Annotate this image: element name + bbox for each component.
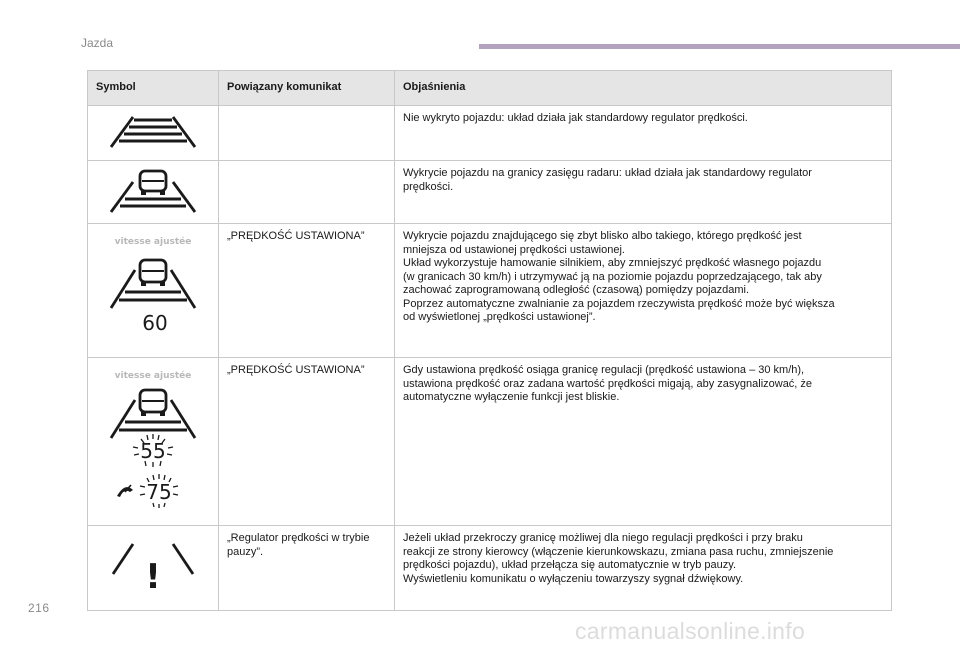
- page-number: 216: [28, 601, 50, 615]
- column-header-symbol: Symbol: [88, 71, 219, 106]
- explanation-text: Gdy ustawiona prędkość osiąga granicę regulacji (prędkość ustawiona – 30 km/h), ustawiona prędkość oraz zadana wartość prędkości migają, aby zasygnalizować, że automatyczne wyłączenie funkcji jest bliskie.: [403, 364, 813, 403]
- cruise-paused-warning-icon: [103, 532, 203, 592]
- explanation-text: Wykrycie pojazdu na granicy zasięgu radaru: układ działa jak standardowy regulator prędkości.: [403, 167, 812, 193]
- explanation-cell: [395, 161, 892, 224]
- symbol-cell: [88, 161, 219, 224]
- message-cell: [219, 224, 395, 358]
- section-title: Jazda: [81, 36, 114, 50]
- set-speed-text: 55: [140, 439, 166, 463]
- lane-vehicle-speed-60-icon: [103, 230, 203, 334]
- table-row: [88, 161, 892, 224]
- explanation-text: Nie wykryto pojazdu: układ działa jak standardowy regulator prędkości.: [403, 112, 748, 124]
- message-cell: [219, 358, 395, 526]
- message-cell: [219, 106, 395, 161]
- symbol-cell: [88, 224, 219, 358]
- message-text: „PRĘDKOŚĆ USTAWIONA”: [227, 364, 365, 376]
- lane-no-vehicle-icon: [103, 112, 203, 152]
- lane-vehicle-range-icon: [103, 167, 203, 215]
- target-speed-text: 75: [146, 480, 172, 504]
- header-accent-bar: [479, 44, 960, 49]
- symbol-label-text: vitesse ajustée: [114, 237, 192, 247]
- symbol-cell: [88, 358, 219, 526]
- table-row: [88, 526, 892, 611]
- table-row: [88, 106, 892, 161]
- explanation-text: Jeżeli układ przekroczy granicę możliwej dla niego regulacji prędkości i przy braku reakcji ze strony kierowcy (włączenie kierunkowskazu, zmiana pasa ruchu, zmniejszenie prędkości pojazdu), układ przełącza się automatycznie w tryb pauzy. Wyświetleniu komunikatu o wyłączeniu towarzyszy sygnał dźwiękowy.: [403, 532, 834, 585]
- lane-vehicle-speed-55-75-icon: [103, 364, 203, 514]
- explanation-cell: [395, 106, 892, 161]
- speedometer-icon: [117, 487, 133, 497]
- message-text: „PRĘDKOŚĆ USTAWIONA”: [227, 230, 365, 242]
- column-header-explanation: Objaśnienia: [395, 71, 892, 106]
- symbol-cell: [88, 526, 219, 611]
- set-speed-text: 60: [142, 311, 168, 334]
- symbol-cell: [88, 106, 219, 161]
- message-cell: [219, 161, 395, 224]
- message-text: „Regulator prędkości w trybie pauzy”.: [227, 532, 370, 558]
- table-row: [88, 224, 892, 358]
- warning-mark-text: !: [145, 557, 161, 592]
- explanation-cell: [395, 224, 892, 358]
- watermark-text: carmanualsonline.info: [575, 618, 806, 644]
- symbol-label-text: vitesse ajustée: [114, 371, 192, 381]
- table-header-row: [88, 71, 892, 106]
- explanation-cell: [395, 526, 892, 611]
- messages-table: [87, 70, 892, 611]
- explanation-text: Wykrycie pojazdu znajdującego się zbyt blisko albo takiego, którego prędkość jest mniejsza od ustawionej prędkości ustawionej. Układ wykorzystuje hamowanie silnikiem, aby zmniejszyć prędkość własnego pojazdu (w granicach 30 km/h) i utrzymywać ją na poziomie pojazdu poprzedzającego, tak aby zachować zaprogramowaną odległość (czasową) pomiędzy pojazdami. Poprzez automatyczne zwalnianie za pojazdem rzeczywista prędkość może być większa od wyświetlonej „prędkości ustawionej”.: [403, 230, 835, 323]
- table-row: [88, 358, 892, 526]
- explanation-cell: [395, 358, 892, 526]
- message-cell: [219, 526, 395, 611]
- column-header-message: Powiązany komunikat: [219, 71, 395, 106]
